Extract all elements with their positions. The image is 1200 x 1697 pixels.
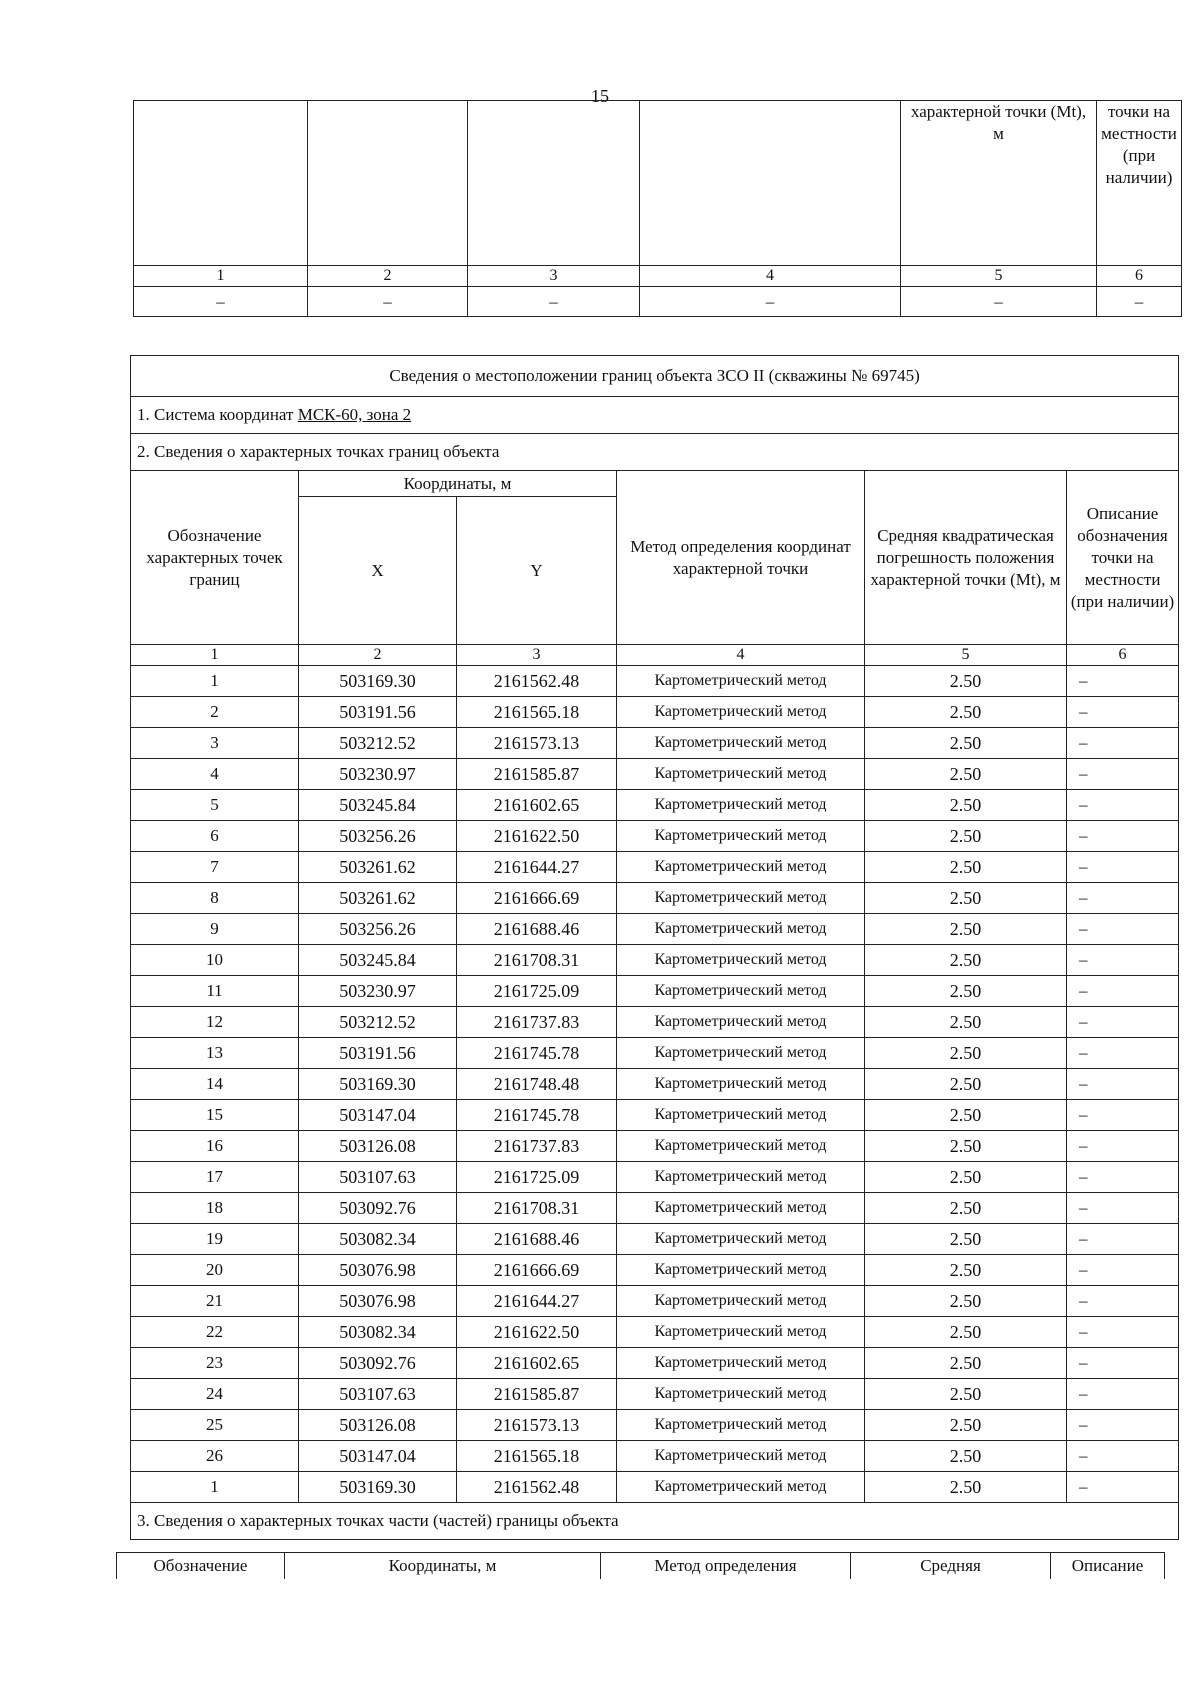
error: 2.50 [865, 1131, 1067, 1162]
table-row [131, 976, 1179, 1007]
coord-x: 503256.26 [299, 821, 457, 852]
top-header-cell-4 [640, 101, 901, 266]
table-row [131, 1069, 1179, 1100]
continuation-table [133, 100, 1182, 317]
col-number: 5 [865, 645, 1067, 666]
s3-header-method: Метод определения [601, 1553, 851, 1580]
error: 2.50 [865, 1069, 1067, 1100]
description: – [1067, 1007, 1179, 1038]
top-column-numbers [134, 266, 1182, 287]
coord-x: 503076.98 [299, 1286, 457, 1317]
error: 2.50 [865, 1410, 1067, 1441]
error: 2.50 [865, 1379, 1067, 1410]
dash: – [901, 287, 1097, 317]
point-number: 8 [131, 883, 299, 914]
coord-y: 2161622.50 [457, 1317, 617, 1348]
method: Картометрический метод [617, 821, 865, 852]
point-number: 20 [131, 1255, 299, 1286]
coord-y: 2161573.13 [457, 1410, 617, 1441]
coord-y: 2161725.09 [457, 1162, 617, 1193]
method: Картометрический метод [617, 976, 865, 1007]
description: – [1067, 1224, 1179, 1255]
method: Картометрический метод [617, 1410, 865, 1441]
coord-x: 503126.08 [299, 1131, 457, 1162]
error: 2.50 [865, 1162, 1067, 1193]
section-2-title: 2. Сведения о характерных точках границ объекта [131, 434, 1179, 471]
coord-y: 2161644.27 [457, 852, 617, 883]
coord-y: 2161565.18 [457, 1441, 617, 1472]
method: Картометрический метод [617, 1038, 865, 1069]
coord-x: 503261.62 [299, 852, 457, 883]
error: 2.50 [865, 945, 1067, 976]
top-header-cell-2 [308, 101, 468, 266]
description: – [1067, 1317, 1179, 1348]
table-row [131, 1100, 1179, 1131]
coordinate-system-label: 1. Система координат [137, 405, 298, 424]
s3-header-description: Описание [1051, 1553, 1165, 1580]
error: 2.50 [865, 1007, 1067, 1038]
description: – [1067, 1379, 1179, 1410]
description: – [1067, 1193, 1179, 1224]
point-number: 12 [131, 1007, 299, 1038]
method: Картометрический метод [617, 1224, 865, 1255]
boundary-points-table [130, 355, 1179, 1540]
point-number: 16 [131, 1131, 299, 1162]
description: – [1067, 1348, 1179, 1379]
coord-y: 2161573.13 [457, 728, 617, 759]
coord-y: 2161688.46 [457, 914, 617, 945]
coord-x: 503169.30 [299, 1472, 457, 1503]
method: Картометрический метод [617, 666, 865, 697]
top-header-error: характерной точки (Mt), м [901, 101, 1097, 266]
coord-y: 2161745.78 [457, 1038, 617, 1069]
point-number: 10 [131, 945, 299, 976]
method: Картометрический метод [617, 1472, 865, 1503]
col-number: 1 [134, 266, 308, 287]
description: – [1067, 945, 1179, 976]
header-method: Метод определения координат характерной точки [617, 471, 865, 645]
point-number: 11 [131, 976, 299, 1007]
col-number: 1 [131, 645, 299, 666]
table-row [131, 1131, 1179, 1162]
error: 2.50 [865, 1441, 1067, 1472]
table-row [131, 728, 1179, 759]
coord-y: 2161708.31 [457, 1193, 617, 1224]
col-number: 5 [901, 266, 1097, 287]
error: 2.50 [865, 666, 1067, 697]
coord-x: 503212.52 [299, 1007, 457, 1038]
top-header-description: точки на местности (при наличии) [1097, 101, 1182, 266]
method: Картометрический метод [617, 1007, 865, 1038]
coord-y: 2161708.31 [457, 945, 617, 976]
point-number: 5 [131, 790, 299, 821]
table-row [131, 821, 1179, 852]
coord-y: 2161737.83 [457, 1131, 617, 1162]
table-row [131, 1255, 1179, 1286]
description: – [1067, 883, 1179, 914]
method: Картометрический метод [617, 945, 865, 976]
table-row [131, 1441, 1179, 1472]
method: Картометрический метод [617, 1441, 865, 1472]
error: 2.50 [865, 976, 1067, 1007]
description: – [1067, 1038, 1179, 1069]
table-row [131, 945, 1179, 976]
description: – [1067, 914, 1179, 945]
coord-y: 2161745.78 [457, 1100, 617, 1131]
coord-x: 503092.76 [299, 1193, 457, 1224]
coord-y: 2161562.48 [457, 1472, 617, 1503]
coordinate-system [131, 397, 1179, 434]
point-number: 2 [131, 697, 299, 728]
s3-header-coordinates: Координаты, м [285, 1553, 601, 1580]
table-row [131, 1348, 1179, 1379]
description: – [1067, 1100, 1179, 1131]
point-number: 25 [131, 1410, 299, 1441]
description: – [1067, 1441, 1179, 1472]
table-title: Сведения о местоположении границ объекта ЗСО II (скважины № 69745) [131, 356, 1179, 397]
table-row [131, 666, 1179, 697]
description: – [1067, 852, 1179, 883]
coord-y: 2161666.69 [457, 883, 617, 914]
table-row [131, 1193, 1179, 1224]
coord-y: 2161688.46 [457, 1224, 617, 1255]
point-number: 7 [131, 852, 299, 883]
table-row [131, 1007, 1179, 1038]
error: 2.50 [865, 790, 1067, 821]
table-row [131, 883, 1179, 914]
coord-x: 503169.30 [299, 1069, 457, 1100]
table-row [131, 1224, 1179, 1255]
table-row [131, 1038, 1179, 1069]
coordinate-system-value: МСК-60, зона 2 [297, 405, 412, 424]
method: Картометрический метод [617, 1286, 865, 1317]
coord-y: 2161562.48 [457, 666, 617, 697]
s3-header-designation: Обозначение [117, 1553, 285, 1580]
error: 2.50 [865, 852, 1067, 883]
method: Картометрический метод [617, 1348, 865, 1379]
dash: – [640, 287, 901, 317]
method: Картометрический метод [617, 1193, 865, 1224]
error: 2.50 [865, 914, 1067, 945]
description: – [1067, 759, 1179, 790]
description: – [1067, 697, 1179, 728]
method: Картометрический метод [617, 1069, 865, 1100]
top-header-cell-3 [468, 101, 640, 266]
table-row [131, 1379, 1179, 1410]
coord-x: 503147.04 [299, 1441, 457, 1472]
coord-y: 2161737.83 [457, 1007, 617, 1038]
header-designation: Обозначение характерных точек границ [131, 471, 299, 645]
header-coordinates: Координаты, м [299, 471, 617, 497]
coord-y: 2161644.27 [457, 1286, 617, 1317]
method: Картометрический метод [617, 1379, 865, 1410]
header-description: Описание обозначения точки на местности (при наличии) [1067, 471, 1179, 645]
point-number: 1 [131, 666, 299, 697]
point-number: 23 [131, 1348, 299, 1379]
point-number: 4 [131, 759, 299, 790]
dash: – [308, 287, 468, 317]
method: Картометрический метод [617, 1162, 865, 1193]
point-number: 26 [131, 1441, 299, 1472]
description: – [1067, 976, 1179, 1007]
description: – [1067, 1410, 1179, 1441]
top-header-cell-1 [134, 101, 308, 266]
col-number: 3 [457, 645, 617, 666]
point-number: 9 [131, 914, 299, 945]
point-number: 1 [131, 1472, 299, 1503]
table-row [131, 1317, 1179, 1348]
error: 2.50 [865, 728, 1067, 759]
col-number: 6 [1067, 645, 1179, 666]
top-empty-row [134, 287, 1182, 317]
col-number: 2 [308, 266, 468, 287]
coord-x: 503261.62 [299, 883, 457, 914]
column-numbers [131, 645, 1179, 666]
coord-y: 2161585.87 [457, 759, 617, 790]
coord-y: 2161602.65 [457, 1348, 617, 1379]
error: 2.50 [865, 1224, 1067, 1255]
section-3-table [116, 1552, 1165, 1579]
table-row [131, 759, 1179, 790]
table-row [131, 1286, 1179, 1317]
error: 2.50 [865, 1472, 1067, 1503]
method: Картометрический метод [617, 1317, 865, 1348]
point-number: 22 [131, 1317, 299, 1348]
header-y: Y [457, 497, 617, 645]
table-row [131, 1162, 1179, 1193]
description: – [1067, 1131, 1179, 1162]
col-number: 6 [1097, 266, 1182, 287]
col-number: 3 [468, 266, 640, 287]
section-3-title: 3. Сведения о характерных точках части (частей) границы объекта [131, 1503, 1179, 1540]
coord-y: 2161622.50 [457, 821, 617, 852]
coord-x: 503245.84 [299, 945, 457, 976]
error: 2.50 [865, 697, 1067, 728]
coord-x: 503126.08 [299, 1410, 457, 1441]
coord-x: 503256.26 [299, 914, 457, 945]
method: Картометрический метод [617, 759, 865, 790]
method: Картометрический метод [617, 1100, 865, 1131]
table-row [131, 914, 1179, 945]
error: 2.50 [865, 1100, 1067, 1131]
point-number: 21 [131, 1286, 299, 1317]
dash: – [1097, 287, 1182, 317]
table-row [131, 697, 1179, 728]
coord-x: 503076.98 [299, 1255, 457, 1286]
coord-x: 503191.56 [299, 697, 457, 728]
description: – [1067, 1286, 1179, 1317]
description: – [1067, 790, 1179, 821]
description: – [1067, 728, 1179, 759]
s3-header-error: Средняя [851, 1553, 1051, 1580]
dash: – [134, 287, 308, 317]
point-number: 13 [131, 1038, 299, 1069]
dash: – [468, 287, 640, 317]
coord-x: 503212.52 [299, 728, 457, 759]
coord-x: 503107.63 [299, 1162, 457, 1193]
description: – [1067, 1162, 1179, 1193]
method: Картометрический метод [617, 697, 865, 728]
error: 2.50 [865, 1193, 1067, 1224]
method: Картометрический метод [617, 852, 865, 883]
col-number: 2 [299, 645, 457, 666]
description: – [1067, 666, 1179, 697]
description: – [1067, 1255, 1179, 1286]
error: 2.50 [865, 1317, 1067, 1348]
coord-x: 503245.84 [299, 790, 457, 821]
point-number: 19 [131, 1224, 299, 1255]
point-number: 17 [131, 1162, 299, 1193]
table-row [131, 1472, 1179, 1503]
method: Картометрический метод [617, 914, 865, 945]
error: 2.50 [865, 1255, 1067, 1286]
coord-y: 2161725.09 [457, 976, 617, 1007]
header-x: X [299, 497, 457, 645]
error: 2.50 [865, 883, 1067, 914]
error: 2.50 [865, 1348, 1067, 1379]
coord-x: 503092.76 [299, 1348, 457, 1379]
coord-x: 503082.34 [299, 1224, 457, 1255]
description: – [1067, 821, 1179, 852]
description: – [1067, 1069, 1179, 1100]
method: Картометрический метод [617, 883, 865, 914]
point-number: 6 [131, 821, 299, 852]
coord-x: 503230.97 [299, 759, 457, 790]
point-number: 15 [131, 1100, 299, 1131]
point-number: 3 [131, 728, 299, 759]
method: Картометрический метод [617, 728, 865, 759]
error: 2.50 [865, 1286, 1067, 1317]
method: Картометрический метод [617, 790, 865, 821]
coord-x: 503107.63 [299, 1379, 457, 1410]
method: Картометрический метод [617, 1131, 865, 1162]
coord-x: 503147.04 [299, 1100, 457, 1131]
coord-x: 503230.97 [299, 976, 457, 1007]
coord-y: 2161666.69 [457, 1255, 617, 1286]
coord-x: 503169.30 [299, 666, 457, 697]
coord-x: 503191.56 [299, 1038, 457, 1069]
table-row [131, 852, 1179, 883]
point-number: 18 [131, 1193, 299, 1224]
col-number: 4 [640, 266, 901, 287]
coord-y: 2161602.65 [457, 790, 617, 821]
coord-y: 2161565.18 [457, 697, 617, 728]
table-row [131, 1410, 1179, 1441]
coord-y: 2161748.48 [457, 1069, 617, 1100]
method: Картометрический метод [617, 1255, 865, 1286]
point-number: 24 [131, 1379, 299, 1410]
description: – [1067, 1472, 1179, 1503]
error: 2.50 [865, 1038, 1067, 1069]
header-error: Средняя квадратическая погрешность положения характерной точки (Mt), м [865, 471, 1067, 645]
error: 2.50 [865, 821, 1067, 852]
point-number: 14 [131, 1069, 299, 1100]
col-number: 4 [617, 645, 865, 666]
coord-y: 2161585.87 [457, 1379, 617, 1410]
error: 2.50 [865, 759, 1067, 790]
coord-x: 503082.34 [299, 1317, 457, 1348]
page-number: 15 [591, 86, 609, 106]
table-row [131, 790, 1179, 821]
